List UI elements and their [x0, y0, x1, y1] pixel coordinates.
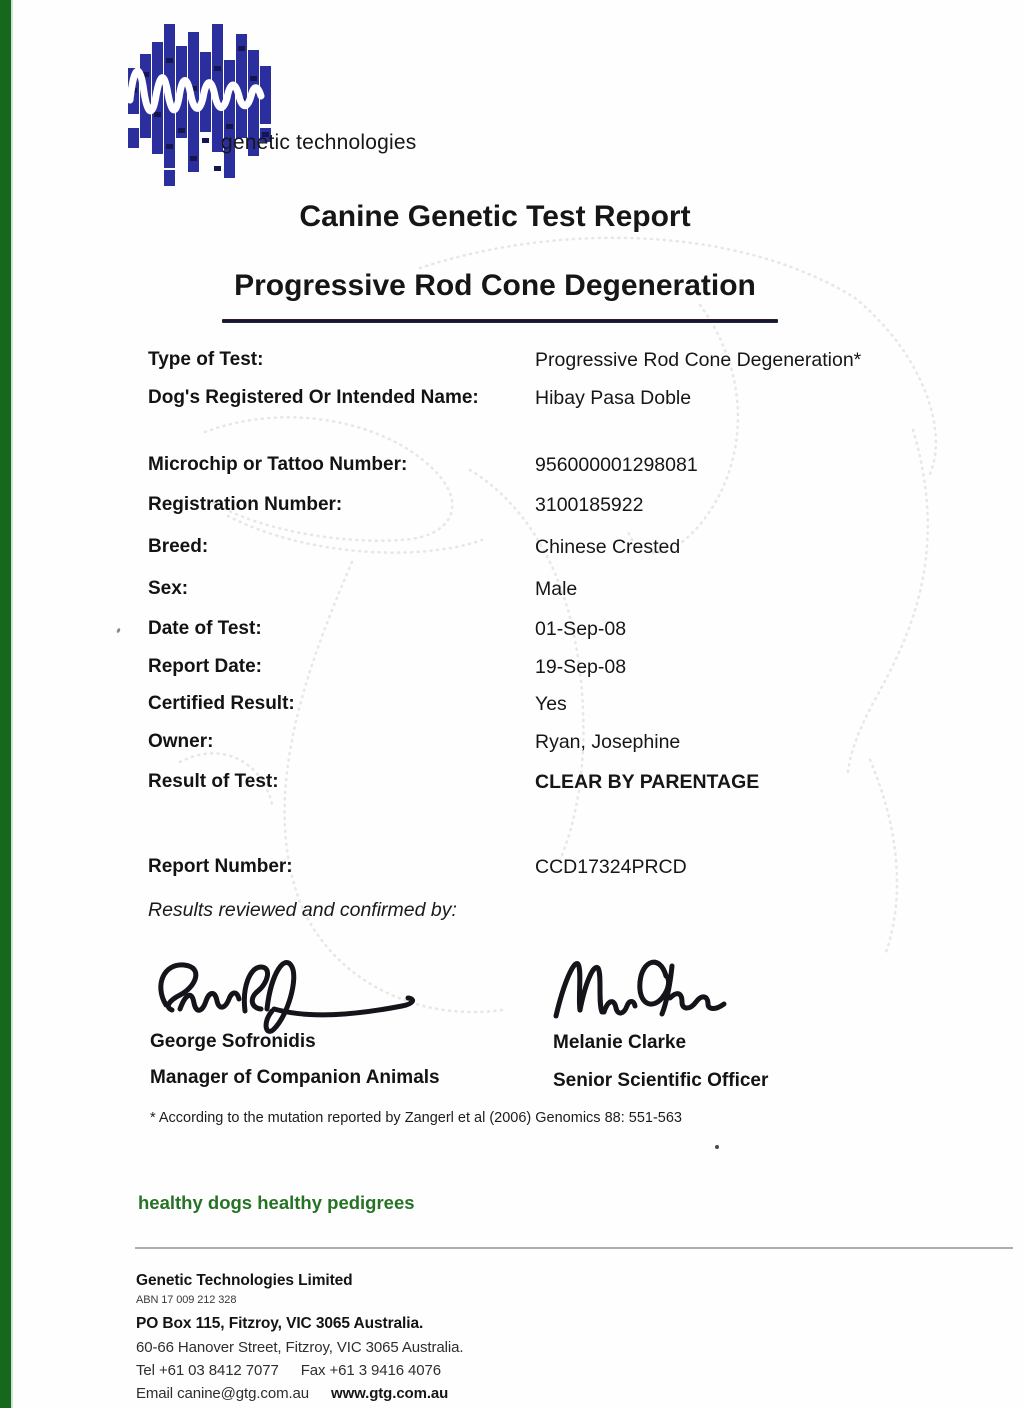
title-underline	[222, 319, 778, 323]
footer-company-name: Genetic Technologies Limited	[136, 1272, 353, 1289]
field-value: 956000001298081	[535, 454, 698, 476]
field-label: Dog's Registered Or Intended Name:	[148, 387, 479, 408]
field-value: Progressive Rod Cone Degeneration*	[535, 349, 862, 371]
field-value: Hibay Pasa Doble	[535, 387, 692, 409]
footer-website: www.gtg.com.au	[331, 1385, 449, 1402]
company-motto: healthy dogs healthy pedigrees	[138, 1192, 415, 1213]
field-value: 19-Sep-08	[535, 656, 627, 678]
footer-email-line	[136, 1385, 448, 1402]
signatory-name: Melanie Clarke	[553, 1032, 687, 1053]
field-row-registration	[0, 494, 1024, 520]
footer-phone-line	[136, 1362, 441, 1379]
signature-melanie-clarke	[548, 948, 753, 1038]
field-label: Certified Result:	[148, 693, 295, 714]
signatory-title: Senior Scientific Officer	[553, 1070, 769, 1091]
field-row-dog-name	[0, 387, 1024, 413]
field-value: Male	[535, 578, 578, 600]
field-label: Type of Test:	[148, 349, 264, 370]
field-row-certified-result	[0, 693, 1024, 719]
mutation-footnote: * According to the mutation reported by Zangerl et al (2006) Genomics 88: 551-563	[150, 1110, 682, 1126]
footer-fax: Fax +61 3 9416 4076	[300, 1362, 442, 1379]
field-row-breed	[0, 536, 1024, 562]
field-row-report-number	[0, 856, 1024, 882]
signatory-title: Manager of Companion Animals	[150, 1067, 440, 1088]
field-value: Ryan, Josephine	[535, 731, 681, 753]
footer-abn: ABN 17 009 212 328	[136, 1294, 237, 1306]
logo-waveform-icon	[128, 16, 278, 191]
field-label: Date of Test:	[148, 618, 262, 639]
field-label: Owner:	[148, 731, 214, 752]
field-row-microchip	[0, 454, 1024, 480]
field-row-date-of-test	[0, 618, 1024, 644]
field-value: CCD17324PRCD	[535, 856, 687, 878]
footer-divider	[135, 1247, 1013, 1249]
field-value: Yes	[535, 693, 567, 715]
field-label: Report Date:	[148, 656, 263, 677]
footer-po-box: PO Box 115, Fitzroy, VIC 3065 Australia.	[136, 1315, 424, 1332]
footer-email: Email canine@gtg.com.au	[136, 1385, 310, 1402]
field-value: 01-Sep-08	[535, 618, 627, 640]
field-row-result-of-test	[0, 771, 1024, 797]
field-row-sex	[0, 578, 1024, 604]
field-label: Breed:	[148, 536, 209, 557]
signatory-name: George Sofronidis	[150, 1031, 316, 1052]
field-value: 3100185922	[535, 494, 644, 516]
field-value: Chinese Crested	[535, 536, 681, 558]
field-label: Microchip or Tattoo Number:	[148, 454, 408, 475]
field-label: Registration Number:	[148, 494, 343, 515]
footer-street-address: 60-66 Hanover Street, Fitzroy, VIC 3065 Australia.	[136, 1339, 464, 1356]
report-title: Canine Genetic Test Report	[299, 200, 691, 233]
field-label: Result of Test:	[148, 771, 279, 792]
test-result-value: CLEAR BY PARENTAGE	[535, 771, 760, 793]
field-row-report-date	[0, 656, 1024, 682]
reviewed-by-line: Results reviewed and confirmed by:	[148, 899, 457, 921]
test-name-heading: Progressive Rod Cone Degeneration	[234, 269, 756, 302]
field-label: Sex:	[148, 578, 189, 599]
scan-speck	[715, 1145, 719, 1149]
field-label: Report Number:	[148, 856, 293, 877]
field-row-owner	[0, 731, 1024, 757]
footer-tel: Tel +61 03 8412 7077	[136, 1362, 279, 1379]
field-row-type-of-test	[0, 349, 1024, 375]
signature-george-sofronidis	[150, 953, 440, 1035]
logo-text: genetic technologies	[221, 131, 417, 154]
